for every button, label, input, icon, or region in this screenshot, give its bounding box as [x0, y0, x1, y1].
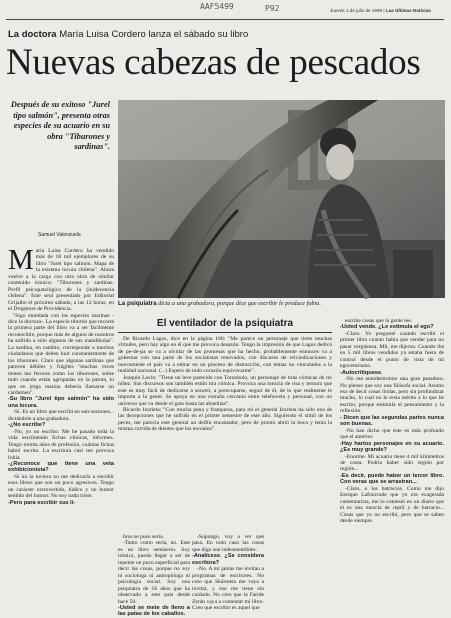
interview-question: -Es decir, puede haber un tercer libro. Con veras que se arrastran...: [340, 472, 444, 486]
paragraph: escribe cosas que la gente lee.: [345, 318, 413, 324]
interview-question: -Su libro "Jurel tipo salmón" ha sido una locura.: [8, 396, 114, 409]
interview-question: -Analícese. ¿Se considera escritora?: [192, 553, 264, 566]
publication-date: Jueves 1 de julio de 1999: [330, 8, 383, 13]
interview-question: -Usted vende. ¿Le estimula el ego?: [340, 324, 434, 331]
paragraph: -No. A mí jamás me invitan a programas de escritores. No creo que Skármeta me vaya a invitar, y eso me tiene sin cuidado. No creo que la Faride Zerán vaya a comentar mi libro. Creo que escribir es aquel que: [192, 566, 264, 611]
paragraph: -Sí. Es un libro que escribí en seis sesiones... dictándole a una grabadora.: [8, 409, 114, 422]
interview-question: -Pero para escribir sus li-: [8, 499, 76, 506]
photo: [118, 100, 445, 298]
sidebar-rule: [118, 332, 332, 333]
interview-question: -Hay hartos personajes en su acuario. ¿Es muy grande?: [340, 440, 444, 454]
paragraph: Joaquín Lavín: "Tiene un leve parecido con Toronbolo, un personaje de tiras cómicas de mi niñez. Sus discursos son también estilo tira cómica. Provoca una mezcla de risa y ternura que este es muy fácil de dedicarse a sonreír, a preocuparse, seguir de él, de lo que realmente le importa a la gente. Se apoya en una extraña cercanía entre teleñovela y personal, con un universo que va desde el gato hasta las abuelitas".: [118, 374, 332, 407]
paragraph: De Ricardo Lagos, dice en la página 106: "Me parece un personaje que tiene muchas virtudes, pero hay algo en él que me provoca desazón. Tengo la impresión de que Lagos dedicó de pe-de-pa se va a olvidar de las promesas que ha hecho, probablemente entonces va a gobernar con una parte de los socialistas renovados, con discurso de reivindicaciones y nuevamente el país va a entrar en un proceso de distracción, con temas no vinculados a la realidad nacional. (...) Espero de todo corazón equivocarme".: [118, 336, 332, 375]
paragraph: -No han dicho que éste es más profundo que el anterior.: [340, 427, 444, 441]
top-rule: [6, 19, 444, 20]
kicker-label: La doctora: [8, 29, 57, 40]
caption-label: La psiquiatra: [118, 300, 157, 307]
photo-caption: [118, 300, 448, 307]
paragraph: "Sigo enredada con las especies marinas -dice la doctora-. La especie tiburón que recorre la primera parte del libro va a ser fácilmente reconocible, porque más de alguno de nosotros ha sufrido a sólo algunos de sus mandíbulas". La sardina, en cambio, corresponde a muchos ciudadanos que deben huir constantemente de los tiburones. Claro que algunas sardinas que parecen débiles y frágiles "muchas veces tienen tan feroces como los tiburones, sobre todo cuando están agrupadas en la patota, lo que en jerga marina debería llamarse un cardumen".: [8, 312, 114, 396]
publication-name: Las Últimas Noticias: [385, 8, 431, 13]
paragraph: María Luisa Cordero ha vendido más de 18 mil ejemplares de su libro "Jurel tipo salmón. Mapa de la extrema locura chilena". Ahora vuelve a la carga con otra obra de similar contenido irónico: "Tiburones y sardinas. Perfil psicopatológico de la (in)decencia chilena". Este será presentado por Editorial Grijalbo el próximo sábado, a las 12 horas, en el Drugstore de Providencia.: [8, 244, 114, 313]
drop-cap: M: [8, 244, 34, 276]
paragraph: -Claro. Yo pregunté cuando escribí el primer libro cuánto había que vender para no pasar vergüenza. Mil, me dijeron. Cuando iba en 5 mil libros vendidos ya estaba fuera de control desde el punto de vista de mi egocentrismo.: [340, 330, 444, 370]
paragraph: bros se puso seria.: [123, 534, 165, 540]
paragraph: -Sí no la tuviera no me dedicaría a escribir esos libros que son un poco agresivos. Tengo un carácter extrovertido, lúdico y un humor sentido del humor. No soy nada triste.: [8, 473, 114, 500]
publication-separator: |: [383, 8, 385, 13]
interview-question: -¿Reconoce que tiene una veta exhibicionista?: [8, 460, 114, 474]
photo-image: [118, 100, 445, 298]
caption-text: dicta a una grabadora, porque dice que escribir le produce fobia.: [158, 300, 321, 307]
article-column-5: [340, 318, 444, 598]
kicker: [8, 29, 248, 40]
paragraph: -No, yo no escribo. Me he pasado toda la vida escribiendo fichas clínicas, informes. Tengo treinta años de profesión, cuántas fichas habré escrito. La escritura casi me provoca fobia.: [8, 428, 114, 461]
sidebar-box: [118, 318, 332, 532]
paragraph: -No me autodestruimo una gran pesadora. No pienso que soy una filósofa social. Asumo eso de decir cosas lindas, pero sin profundizar mucho, lo cual no le resta mérito a lo que he escrito, porque estimula el pensamiento y la reflexión.: [340, 376, 444, 415]
kicker-text: María Luisa Cordero lanza el sábado su libro: [59, 29, 249, 40]
handwritten-page: P92: [265, 4, 280, 13]
article-column-2: [118, 534, 190, 618]
paragraph: -Supongo, voy a ver qué pasa. En todo caso las cosas que digo son indesmentibles.: [192, 534, 264, 553]
article-column-3: [192, 534, 264, 611]
handwritten-code: AAF5499: [200, 2, 234, 11]
headline: Nuevas cabezas de pescados: [6, 42, 421, 83]
article-column-4: [266, 534, 338, 598]
photo-credit: Samuel Valenzuela: [38, 232, 81, 238]
paragraph: -Tanto como seria, no. Este es un libro semiserio. Soy irónica, puedo llegar a ser de repente un poco superficial para decir las cosas, porque no soy ni sociologa ni antropóloga ni psicología social. Soy una psiquiatra de 56 años que ha observado a este país desde hace 50.: [118, 540, 190, 605]
interview-question: - Dicen que las segundas partes nunca son buenas.: [340, 414, 444, 428]
interview-question: -Autocrítiquese.: [340, 369, 383, 376]
paragraph: Ricardo Izurieta: "Con mucha pena y franqueza, para mí el general Izurieta ha sido una de las decepciones que he sufrido en el primer semestre de este año. Siguiendo el símil de los peces, me parecía este general un delfín encantador, pero de pronto abrió la boca y tenía la misma corrida de dientes que los escualos".: [118, 406, 332, 433]
paragraph: -Claro, o los batracios. Como me dijo Enrique Lafourcade que yo era exagerada comentarista, me lo contestó en un diario que él es una mezcla de reptil y de batracio... Cosas que yo no escribí, pero que se saben desde siempre.: [340, 485, 444, 525]
interview-question: -¿No escribe?: [8, 422, 46, 429]
lead-paragraph: Después de su exitoso "Jurel tipo salmón", presenta otras especies de su acuario en su obra "Tiburones y sardinas".: [10, 100, 110, 151]
publication-line: [330, 8, 431, 13]
interview-question: -Usted se mete de lleno a las patas de los caballos.: [118, 604, 190, 618]
sidebar-title: El ventilador de la psiquiatra: [156, 318, 294, 329]
sidebar-body: [118, 336, 332, 530]
paragraph: -Enorme. Mi acuario tiene 4 mil kilómetros de costa. Podría haber sido región por región...: [340, 453, 444, 473]
article-column-1: [8, 244, 114, 596]
